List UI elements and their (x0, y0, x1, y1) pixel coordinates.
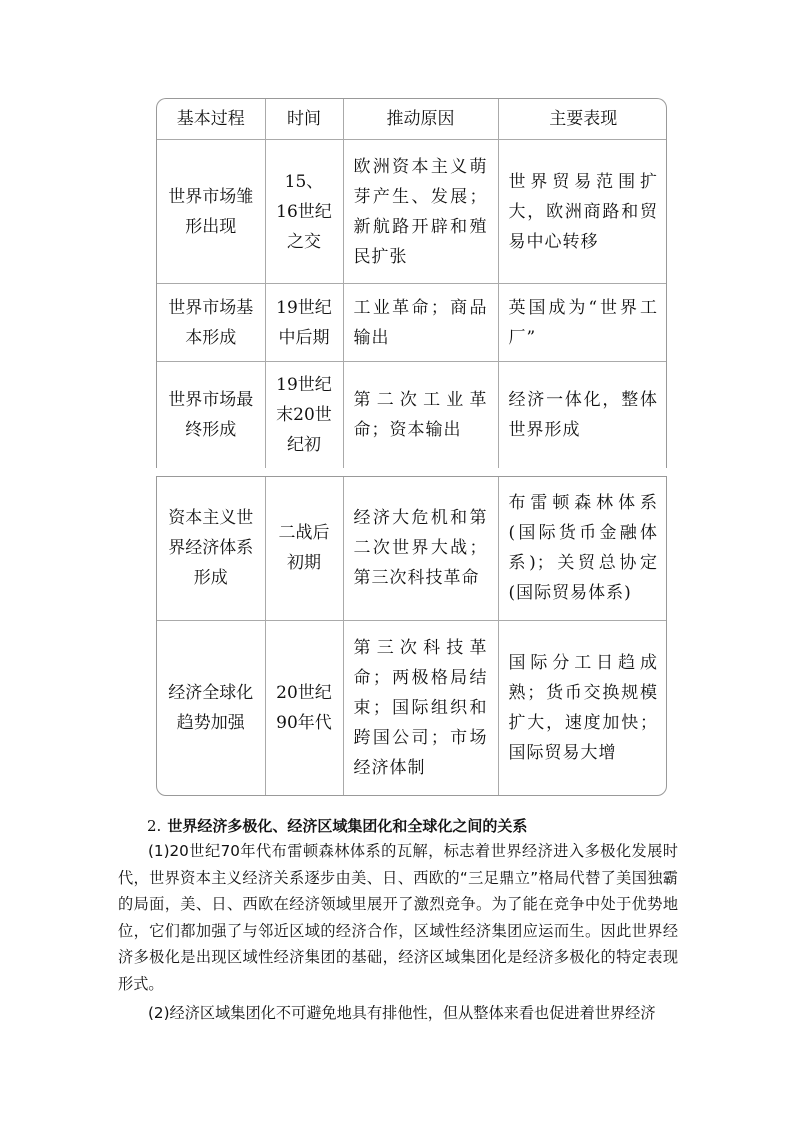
cell-time: 20世纪90年代 (265, 621, 343, 795)
cell-process: 世界市场雏形出现 (157, 140, 265, 284)
table-part-2 (156, 476, 667, 796)
cell-time: 15、16世纪之交 (265, 140, 343, 284)
cell-cause: 工业革命；商品输出 (343, 284, 498, 362)
cell-cause: 欧洲资本主义萌芽产生、发展；新航路开辟和殖民扩张 (343, 140, 498, 284)
cell-time: 19世纪末20世纪初 (265, 362, 343, 468)
cell-cause: 第二次工业革命；资本输出 (343, 362, 498, 468)
cell-effect: 英国成为“世界工厂” (498, 284, 667, 362)
section-heading (147, 815, 527, 836)
table-header-row (157, 99, 667, 140)
header-process: 基本过程 (157, 99, 265, 140)
table-part-1 (156, 98, 667, 468)
section-title: 世界经济多极化、经济区域集团化和全球化之间的关系 (167, 817, 528, 835)
cell-process: 世界市场最终形成 (157, 362, 265, 468)
paragraph-2: (2)经济区域集团化不可避免地具有排他性，但从整体来看也促进着世界经济 (148, 1004, 656, 1022)
cell-effect: 世界贸易范围扩大，欧洲商路和贸易中心转移 (498, 140, 667, 284)
header-effect: 主要表现 (498, 99, 667, 140)
header-cause: 推动原因 (343, 99, 498, 140)
cell-process: 世界市场基本形成 (157, 284, 265, 362)
history-table (156, 98, 667, 796)
cell-cause: 经济大危机和第二次世界大战；第三次科技革命 (343, 477, 498, 621)
cell-cause: 第三次科技革命；两极格局结束；国际组织和跨国公司；市场经济体制 (343, 621, 498, 795)
cell-time: 二战后初期 (265, 477, 343, 621)
cell-effect: 国际分工日趋成熟；货币交换规模扩大，速度加快；国际贸易大增 (498, 621, 667, 795)
paragraph-1: (1)20世纪70年代布雷顿森林体系的瓦解，标志着世界经济进入多极化发展时代，世界资本主义经济关系逐步由美、日、西欧的“三足鼎立”格局代替了美国独霸的局面，美、日、西欧在经济领域里展开了激烈竞争。为了能在竞争中处于优势地位，它们都加强了与邻近区域的经济合作，区域性经济集团应运而生。因此世界经济多极化是出现区域性经济集团的基础，经济区域集团化是经济多极化的特定表现形式。 (118, 842, 678, 993)
cell-effect: 经济一体化，整体世界形成 (498, 362, 667, 468)
table-row (157, 140, 667, 284)
section-number: 2. (147, 817, 162, 835)
cell-process: 经济全球化趋势加强 (157, 621, 265, 795)
table-row (157, 477, 667, 621)
cell-effect: 布雷顿森林体系(国际货币金融体系)；关贸总协定(国际贸易体系) (498, 477, 667, 621)
table-row (157, 621, 667, 795)
cell-process: 资本主义世界经济体系形成 (157, 477, 265, 621)
cell-time: 19世纪中后期 (265, 284, 343, 362)
header-time: 时间 (265, 99, 343, 140)
table-row (157, 362, 667, 468)
table-row (157, 284, 667, 362)
